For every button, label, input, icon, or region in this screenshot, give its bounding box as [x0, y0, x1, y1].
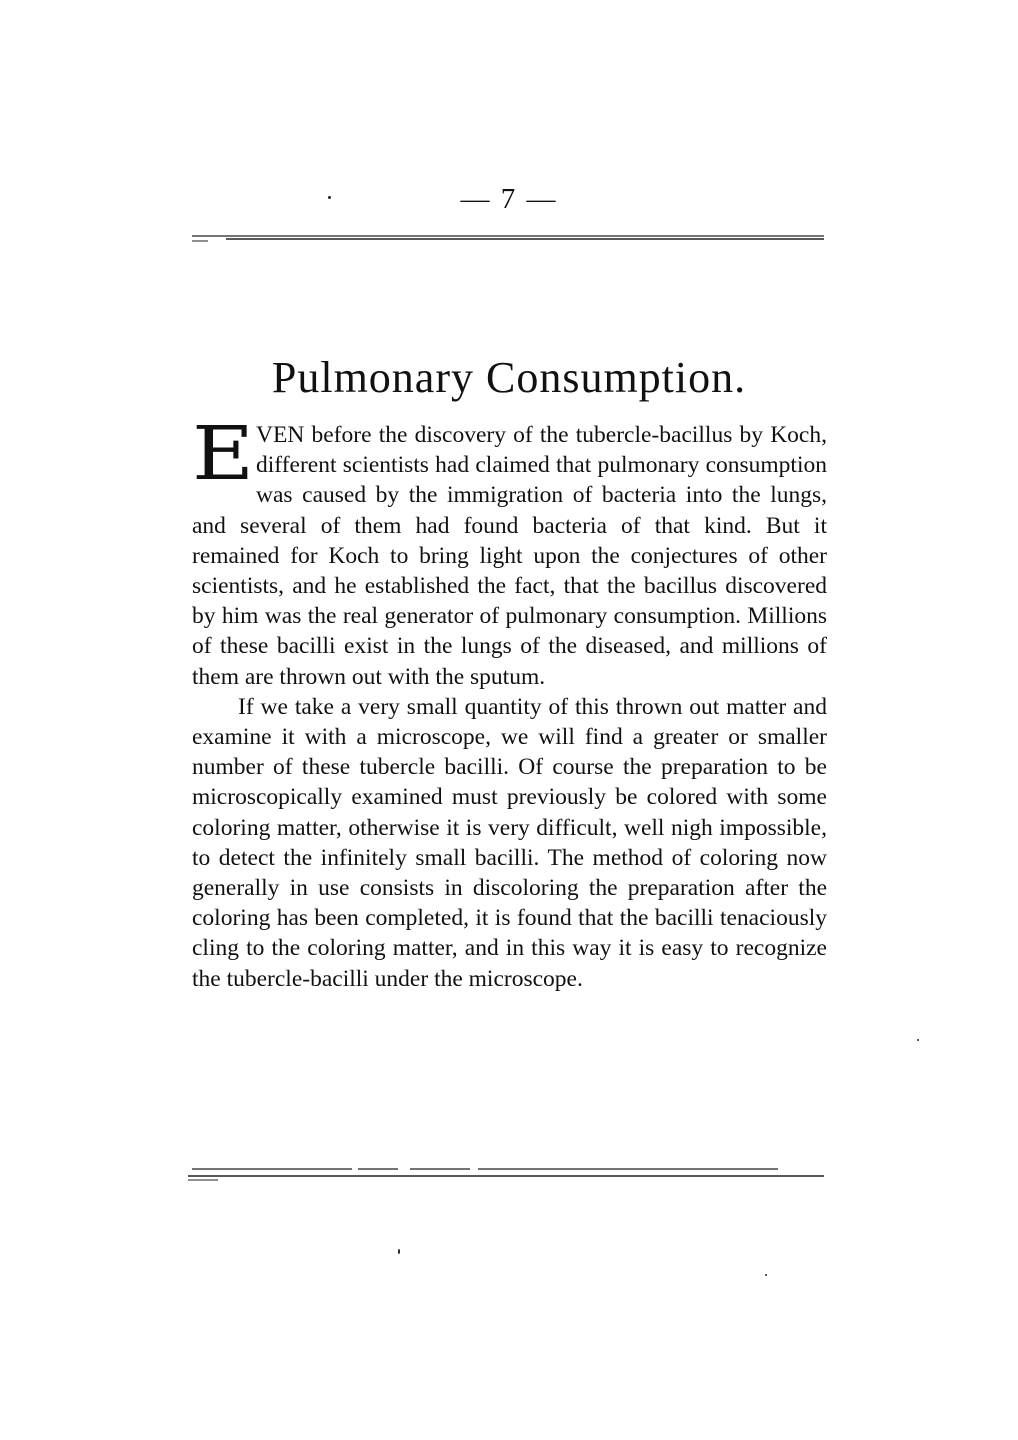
article-title: Pulmonary Consumption.: [271, 353, 747, 402]
page-number: — 7 —: [460, 183, 558, 215]
top-rule: [192, 233, 824, 243]
article-body: [192, 411, 827, 994]
paragraph-1-text: VEN before the discovery of the tubercle-bacillus by Koch, different scientists had claimed that pulmonary consumption was caused by the immigration of bacteria into the lungs, and several of them had found bacteria of that kind. But it remained for Koch to bring light upon the conjectures of other scientists, and he established the fact, that the bacillus discovered by him was the real generator of pulmonary consumption. Millions of these bacilli exist in the lungs of the diseased, and millions of them are thrown out with the sputum.: [192, 422, 827, 690]
drop-cap: E: [192, 411, 255, 497]
paragraph-1: [192, 411, 827, 692]
print-speck: [328, 196, 331, 199]
bottom-rule: [188, 1163, 824, 1185]
paragraph-2: If we take a very small quantity of this thrown out matter and examine it with a microscope, we will find a greater or smaller number of these tubercle bacilli. Of course the preparation to be microscopically examined must previously be colored with some coloring matter, otherwise it is very difficult, well nigh impossible, to detect the infinitely small bacilli. The method of coloring now generally in use consists in discoloring the preparation after the coloring has been completed, it is found that the bacilli tenaciously cling to the coloring matter, and in this way it is easy to recognize the tubercle-bacilli under the microscope.: [192, 693, 827, 992]
print-speck: [765, 1274, 767, 1276]
print-speck: [917, 1039, 919, 1041]
print-speck: [398, 1249, 400, 1254]
